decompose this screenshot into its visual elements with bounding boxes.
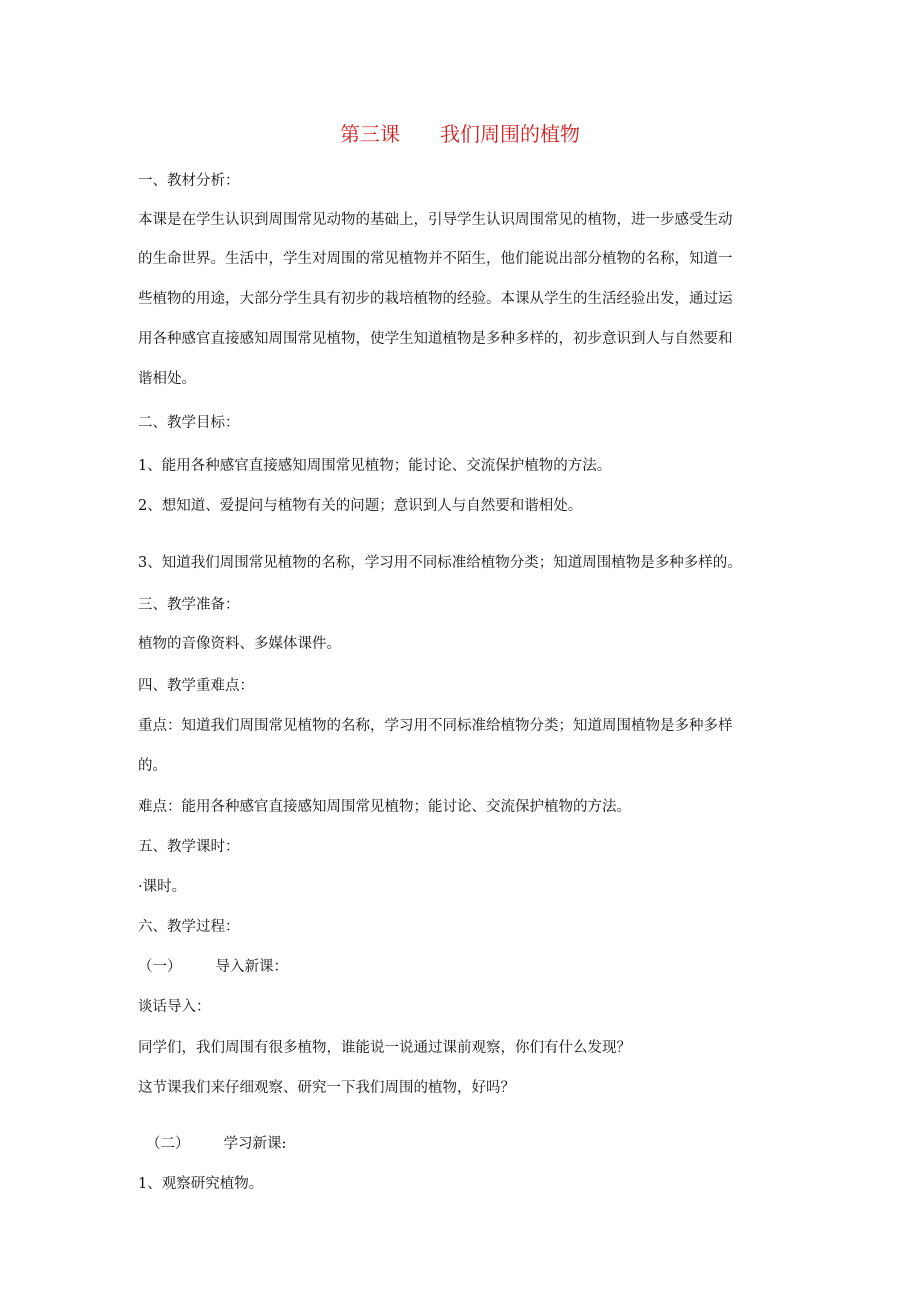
process-line: 这节课我们来仔细观察、研究一下我们周围的植物，好吗？ — [138, 1080, 515, 1096]
hours-text: ·课时。 — [138, 879, 187, 895]
paragraph-line: 谐相处。 — [138, 371, 196, 387]
part-title: 学习新课: — [223, 1136, 287, 1152]
process-line: 同学们，我们周围有很多植物，谁能说一说通过课前观察，你们有什么发现？ — [138, 1040, 631, 1056]
key-point-line: 的。 — [138, 758, 167, 774]
paragraph-line: 些植物的用途，大部分学生具有初步的栽培植物的经验。本课从学生的生活经验出发，通过运 — [138, 291, 733, 307]
part-number: （二） — [146, 1136, 190, 1152]
process-line: 1、观察研究植物。 — [138, 1176, 264, 1192]
part-title: 导入新课： — [215, 959, 288, 975]
section-heading-hours: 五、教学课时： — [138, 839, 240, 855]
goal-item: 3、知道我们周围常见植物的名称，学习用不同标准给植物分类；知道周围植物是多种多样的。 — [138, 555, 742, 571]
process-part-one — [138, 957, 288, 977]
section-heading-goals: 二、教学目标： — [138, 415, 240, 431]
section-heading-process: 六、教学过程： — [138, 919, 240, 935]
lesson-name: 我们周围的植物 — [440, 122, 580, 146]
key-point-line: 重点：知道我们周围常见植物的名称，学习用不同标准给植物分类；知道周围植物是多种多样 — [138, 718, 733, 734]
preparation-text: 植物的音像资料、多媒体课件。 — [138, 636, 341, 652]
section-heading-analysis: 一、教材分析： — [138, 173, 240, 189]
process-line: 谈话导入： — [138, 999, 211, 1015]
goal-item: 1、能用各种感官直接感知周围常见植物；能讨论、交流保护植物的方法。 — [138, 458, 612, 474]
paragraph-line: 的生命世界。生活中，学生对周围的常见植物并不陌生，他们能说出部分植物的名称，知道一 — [138, 251, 733, 267]
page-title — [0, 120, 920, 148]
process-part-two — [146, 1134, 286, 1154]
difficulty-line: 难点：能用各种感官直接感知周围常见植物；能讨论、交流保护植物的方法。 — [138, 799, 631, 815]
goal-item: 2、想知道、爱提问与植物有关的问题；意识到人与自然要和谐相处。 — [138, 498, 583, 514]
paragraph-line: 用各种感官直接感知周围常见植物，使学生知道植物是多种多样的，初步意识到人与自然要和 — [138, 331, 733, 347]
section-heading-key-points: 四、教学重难点： — [138, 678, 254, 694]
paragraph-line: 本课是在学生认识到周围常见动物的基础上，引导学生认识周围常见的植物，进一步感受生动 — [138, 212, 733, 228]
lesson-number: 第三课 — [340, 122, 400, 146]
section-heading-preparation: 三、教学准备： — [138, 597, 240, 613]
part-number: （一） — [138, 959, 182, 975]
